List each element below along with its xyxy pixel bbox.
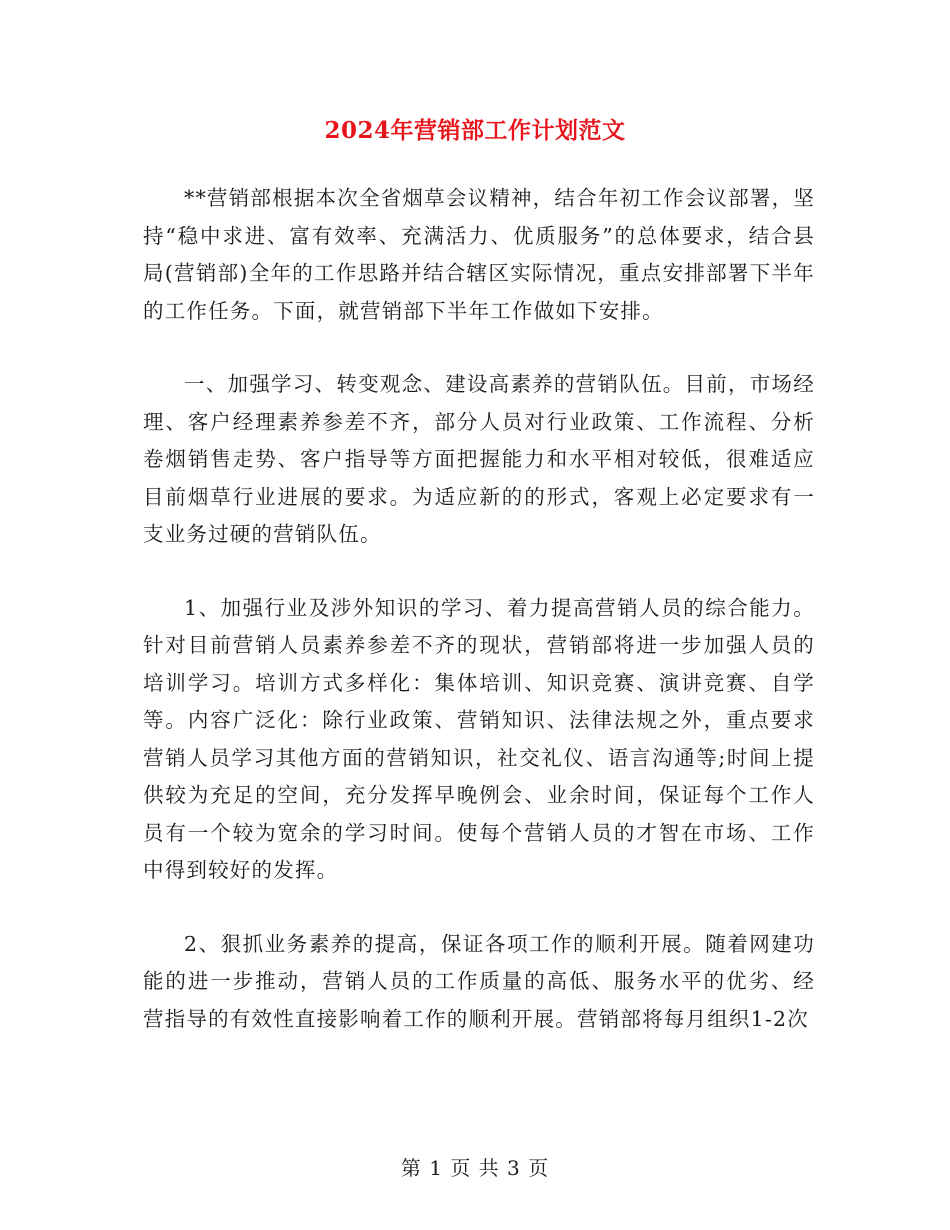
document-body bbox=[143, 180, 815, 1074]
document-title: 2024年营销部工作计划范文 bbox=[324, 117, 626, 144]
paragraph-item-2: 2、狠抓业务素养的提高，保证各项工作的顺利开展。随着网建功能的进一步推动，营销人员的工作质量的高低、服务水平的优劣、经营指导的有效性直接影响着工作的顺利开展。营销部将每月组织1-2次 bbox=[143, 931, 815, 1031]
paragraph-item-1: 1、加强行业及涉外知识的学习、着力提高营销人员的综合能力。针对目前营销人员素养参差不齐的现状，营销部将进一步加强人员的培训学习。培训方式多样化：集体培训、知识竞赛、演讲竞赛、自学等。内容广泛化：除行业政策、营销知识、法律法规之外，重点要求营销人员学习其他方面的营销知识，社交礼仪、语言沟通等;时间上提供较为充足的空间，充分发挥早晚例会、业余时间，保证每个工作人员有一个较为宽余的学习时间。使每个营销人员的才智在市场、工作中得到较好的发挥。 bbox=[143, 595, 815, 882]
paragraph-section-1: 一、加强学习、转变观念、建设高素养的营销队伍。目前，市场经理、客户经理素养参差不齐，部分人员对行业政策、工作流程、分析卷烟销售走势、客户指导等方面把握能力和水平相对较低，很难适应目前烟草行业进展的要求。为适应新的的形式，客观上必定要求有一支业务过硬的营销队伍。 bbox=[143, 372, 815, 546]
paragraph-intro: **营销部根据本次全省烟草会议精神，结合年初工作会议部署，坚持“稳中求进、富有效率、充满活力、优质服务”的总体要求，结合县局(营销部)全年的工作思路并结合辖区实际情况，重点安排部署下半年的工作任务。下面，就营销部下半年工作做如下安排。 bbox=[143, 186, 815, 323]
page-number-footer: 第 1 页 共 3 页 bbox=[400, 1156, 550, 1180]
